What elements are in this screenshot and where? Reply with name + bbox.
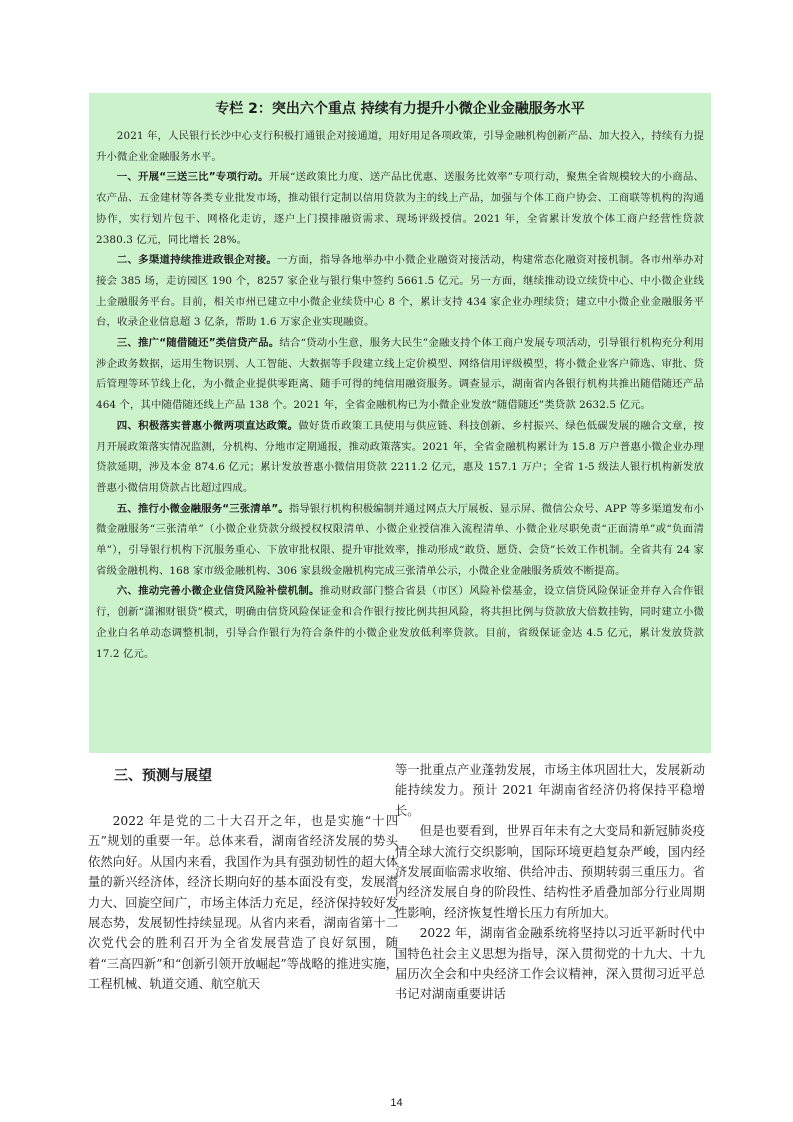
box-intro: 2021 年，人民银行长沙中心支行积极打通银企对接通道，用好用足各项政策，引导金融机构创新产品、加大投入，持续有力提升小微企业金融服务水平。 [96,130,704,163]
column-box [89,93,711,753]
box-item-text: 开展“送政策比力度、送产品比优惠、送服务比效率”专项行动，聚焦全省规模较大的小商品、农产品、五金建材等各类专业批发市场，推动银行定制以信用贷款为主的线上产品，加强与个体工商户协会、工商联等机构的沟通协作，实行划片包干、网格化走访，逐户上门摸排融资需求、现场评级授信。2021 年，全省累计发放个体工商户经营性贷款 2380.3 亿元，同比增长 28%。 [96,171,704,246]
box-item-text: 做好货币政策工具使用与供应链、科技创新、乡村振兴、绿色低碳发展的融合文章，按月开展政策落实情况监测，分机构、分地市定期通报，推动政策落实。2021 年，全省金融机构累计为 15.8 万户普惠小微企业办理贷款延期，涉及本金 874.6 亿元；累计发放普惠小微信用贷款 2211.2 亿元，惠及 157.1 万户；全省 1-5 级法人银行机构新发放普惠小微信用贷款占比超过四成。 [96,419,705,494]
box-item-heading: 六、推动完善小微企业信贷风险补偿机制。 [116,585,320,598]
left-column [88,760,398,1090]
box-item [96,250,704,333]
box-item-text: 结合“贷动小生意，服务大民生”金融支持个体工商户发展专项活动，引导银行机构充分利用涉企政务数据，运用生物识别、人工智能、大数据等手段建立线上定价模型、网络信用评级模型，将小微企业客户筛选、审批、贷后管理等环节线上化，为小微企业提供零距离、随手可得的纯信用融资服务。调查显示，湖南省内各银行机构共推出随借随还产品 464 个，其中随借随还线上产品 138 个。2021 年，全省金融机构已为小微企业发放“随借随还”类贷款 2632.5 亿元。 [96,337,704,412]
right-paragraph-2: 但是也要看到，世界百年未有之大变局和新冠肺炎疫情全球大流行交织影响，国际环境更趋复杂严峻，国内经济发展面临需求收缩、供给冲击、预期转弱三重压力。省内经济发展自身的阶段性、结构性矛盾叠加部分行业周期性影响，经济恢复性增长压力有所加大。 [395,824,705,920]
box-item [96,333,704,416]
right-column [395,760,705,1090]
left-paragraph: 2022 年是党的二十大召开之年，也是实施“十四五”规划的重要一年。总体来看，湖南省经济发展的势头依然向好。从国内来看，我国作为具有强劲韧性的超大体量的新兴经济体，经济长期向好的基本面没有变，发展潜力大、回旋空间广，市场主体活力充足，经济保持较好发展态势，发展韧性持续显现。从省内来看，湖南省第十二次党代会的胜利召开为全省发展营造了良好氛围，随着“三高四新”和“创新引领开放崛起”等战略的推进实施，工程机械、轨道交通、航空航天 [88,814,398,992]
box-item [96,167,704,250]
box-item [96,416,704,499]
right-continuation: 等一批重点产业蓬勃发展，市场主体巩固壮大，发展新动能持续发力。预计 2021 年湖南省经济仍将保持平稳增长。 [395,763,705,818]
box-item-heading: 四、积极落实普惠小微两项直达政策。 [116,419,299,432]
box-item-heading: 一、开展“三送三比”专项行动。 [116,171,269,184]
box-title: 专栏 2：突出六个重点 持续有力提升小微企业金融服务水平 [215,101,585,117]
box-item-text: 指导银行机构积极编制并通过网点大厅展板、显示屏、微信公众号、APP 等多渠道发布小微金融服务“三张清单”（小微企业贷款分级授权权限清单、小微企业授信准入流程清单、小微企业尽职免责“正面清单”或“负面清单”），引导银行机构下沉服务重心、下放审批权限、提升审批效率，推动形成“敢贷、愿贷、会贷”长效工作机制。全省共有 24 家省级金融机构、168 家市级金融机构、306 家县级金融机构完成三张清单公示，小微企业金融服务质效不断提高。 [96,502,704,577]
box-item-text: 推动财政部门整合省县（市区）风险补偿基金，设立信贷风险保证金并存入合作银行，创新“潇湘财银贷”模式，明确由信贷风险保证金和合作银行按比例共担风险，将共担比例与贷款放大倍数挂钩，同时建立小微企业白名单动态调整机制，引导合作银行为符合条件的小微企业发放低利率贷款。目前，省级保证金达 4.5 亿元，累计发放贷款 17.2 亿元。 [96,585,704,660]
box-item-heading: 三、推广“随借随还”类信贷产品。 [116,337,280,350]
section-heading: 三、预测与展望 [114,768,212,784]
right-paragraph-3: 2022 年，湖南省金融系统将坚持以习近平新时代中国特色社会主义思想为指导，深入贯彻党的十九大、十九届历次全会和中央经济工作会议精神，深入贯彻习近平总书记对湖南重要讲话 [395,926,705,1002]
box-item-heading: 五、推行小微金融服务“三张清单”。 [116,502,289,515]
box-item [96,581,704,664]
box-item [96,499,704,582]
box-item-heading: 二、多渠道持续推进政银企对接。 [116,254,277,267]
page-number: 14 [390,1097,403,1109]
box-item-text: 一方面，指导各地举办中小微企业融资对接活动，构建常态化融资对接机制。各市州举办对接会 385 场，走访园区 190 个，8257 家企业与银行集中签约 5661.5 亿元。另一方面，继续推动设立续贷中心、中小微企业线上金融服务平台。目前，相关市州已建立中小微企业续贷中心 8 个，累计支持 434 家企业办理续贷；建立中小微企业金融服务平台，收录企业信息超 3 亿条，帮助 1.6 万家企业实现融资。 [96,254,705,329]
